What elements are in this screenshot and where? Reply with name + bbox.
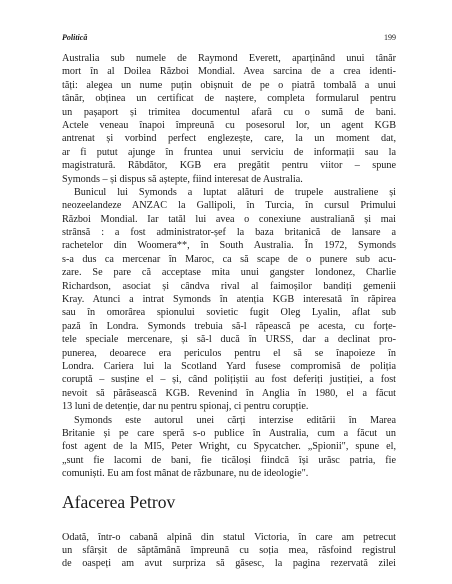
section-heading: Afacerea Petrov (62, 491, 176, 512)
text-line: mort în al Doilea Război Mondial. Avea sarcina de a crea identi- (62, 66, 396, 78)
text-line: pază în Londra. Symonds trebuia să-l răpească pe acesta, cu forțe- (62, 320, 396, 332)
text-line: Război Mondial. Iar tatăl lui avea o conexiune australiană și mai (62, 213, 396, 225)
text-line: Richardson, asociat și cândva rival al faimoșilor bandiți gemenii (62, 280, 396, 292)
text-line: un pașaport și trimitea documentul afară cu o sumă de bani. (62, 106, 396, 118)
text-line: rachetelor din Woomera**, în South Australia. În 1972, Symonds (62, 240, 396, 252)
text-line: Bunicul lui Symonds a luptat alături de trupele australiene și (74, 186, 396, 198)
section-paragraph (62, 531, 396, 571)
text-line: comuniști. Eu am fost mânat de răzbunare, nu de ideologie". (62, 468, 309, 480)
page-number: 199 (384, 33, 396, 42)
text-line: „sunt fie lacomi de bani, fie ticăloși fiindcă își urăsc patria, fie (62, 454, 396, 466)
text-line: Londra. Cariera lui la Scotland Yard fusese compromisă de poliția (62, 360, 396, 372)
text-line: Symonds este autorul unei cărți interzise editării în Marea (74, 414, 396, 426)
text-line: sau în omorârea spionului sovietic fugit Oleg Lyalin, aflat sub (62, 307, 396, 319)
paragraph-2 (62, 186, 396, 414)
text-line: punerea, deoarece era periculos pentru el să se înapoieze în (62, 347, 396, 359)
text-line: magistratură. Răbdător, KGB era pregătit pentru viitor – spune (62, 160, 396, 172)
page-header (62, 33, 396, 45)
text-line: 13 luni de detenție, dar nu pentru spionaj, ci pentru corupție. (62, 401, 309, 413)
text-line: Britanie și pe care speră s-o publice în Australia, cum a făcut un (62, 427, 396, 439)
text-line: coruptă – susține el – și, când polițiștii au fost deferiți justiției, a fost (62, 374, 396, 386)
text-line: nevoit să părăsească KGB. Revenind în Anglia în 1980, el a făcut (62, 387, 396, 399)
paragraph-1 (62, 52, 396, 186)
body-text (62, 52, 396, 571)
text-line: de oaspeți am avut surpriza să găsesc, la pagina rezervată zilei (62, 558, 396, 570)
text-line: Actele veneau înapoi împreună cu posesorul lor, un agent KGB (62, 119, 396, 131)
text-line: strânsă : a fost administrator-șef la baza britanică de lansare a (62, 227, 396, 239)
text-line: Kray. Atunci a intrat Symonds în atenția KGB interesată în răpirea (62, 294, 396, 306)
text-line: tăți: alegea un nume puțin obișnuit de pe o piatră tombală a unui (62, 79, 396, 91)
text-line: tânăr, obținea un certificat de naștere, completa formularul pentru (62, 93, 396, 105)
text-line: un sfârșit de săptămână împreună cu soția mea, răsfoind registrul (62, 544, 396, 556)
text-line: zare. Se pare că acceptase mita unui gangster londonez, Charlie (62, 267, 396, 279)
paragraph-3 (62, 414, 396, 481)
text-line: Australia sub numele de Raymond Everett, aparținând unui tânăr (62, 53, 396, 64)
text-line: s-a dus ca mercenar în Maroc, ca să scape de o punere sub acu- (62, 253, 396, 265)
text-line: Symonds – și dispus să aștepte, fiind interesat de Australia. (62, 173, 303, 185)
text-line: fost agent de la MI5, Peter Wright, cu Spycatcher. „Spionii", spune el, (62, 441, 396, 453)
text-line: Odată, într-o cabană alpină din statul Victoria, în care am petrecut (62, 531, 396, 543)
text-line: antrenat și vorbind perfect englezește, care, la un moment dat, (62, 133, 396, 145)
text-line: neozeelandeze ANZAC la Gallipoli, în Turcia, în cursul Primului (62, 200, 396, 212)
text-line: tele speciale mercenare, și să-l ducă în URSS, dar a declinat pro- (62, 334, 396, 346)
running-head: Politică (62, 33, 88, 42)
text-line: ar fi putut ajunge în fruntea unui serviciu de informații sau la (62, 146, 396, 158)
